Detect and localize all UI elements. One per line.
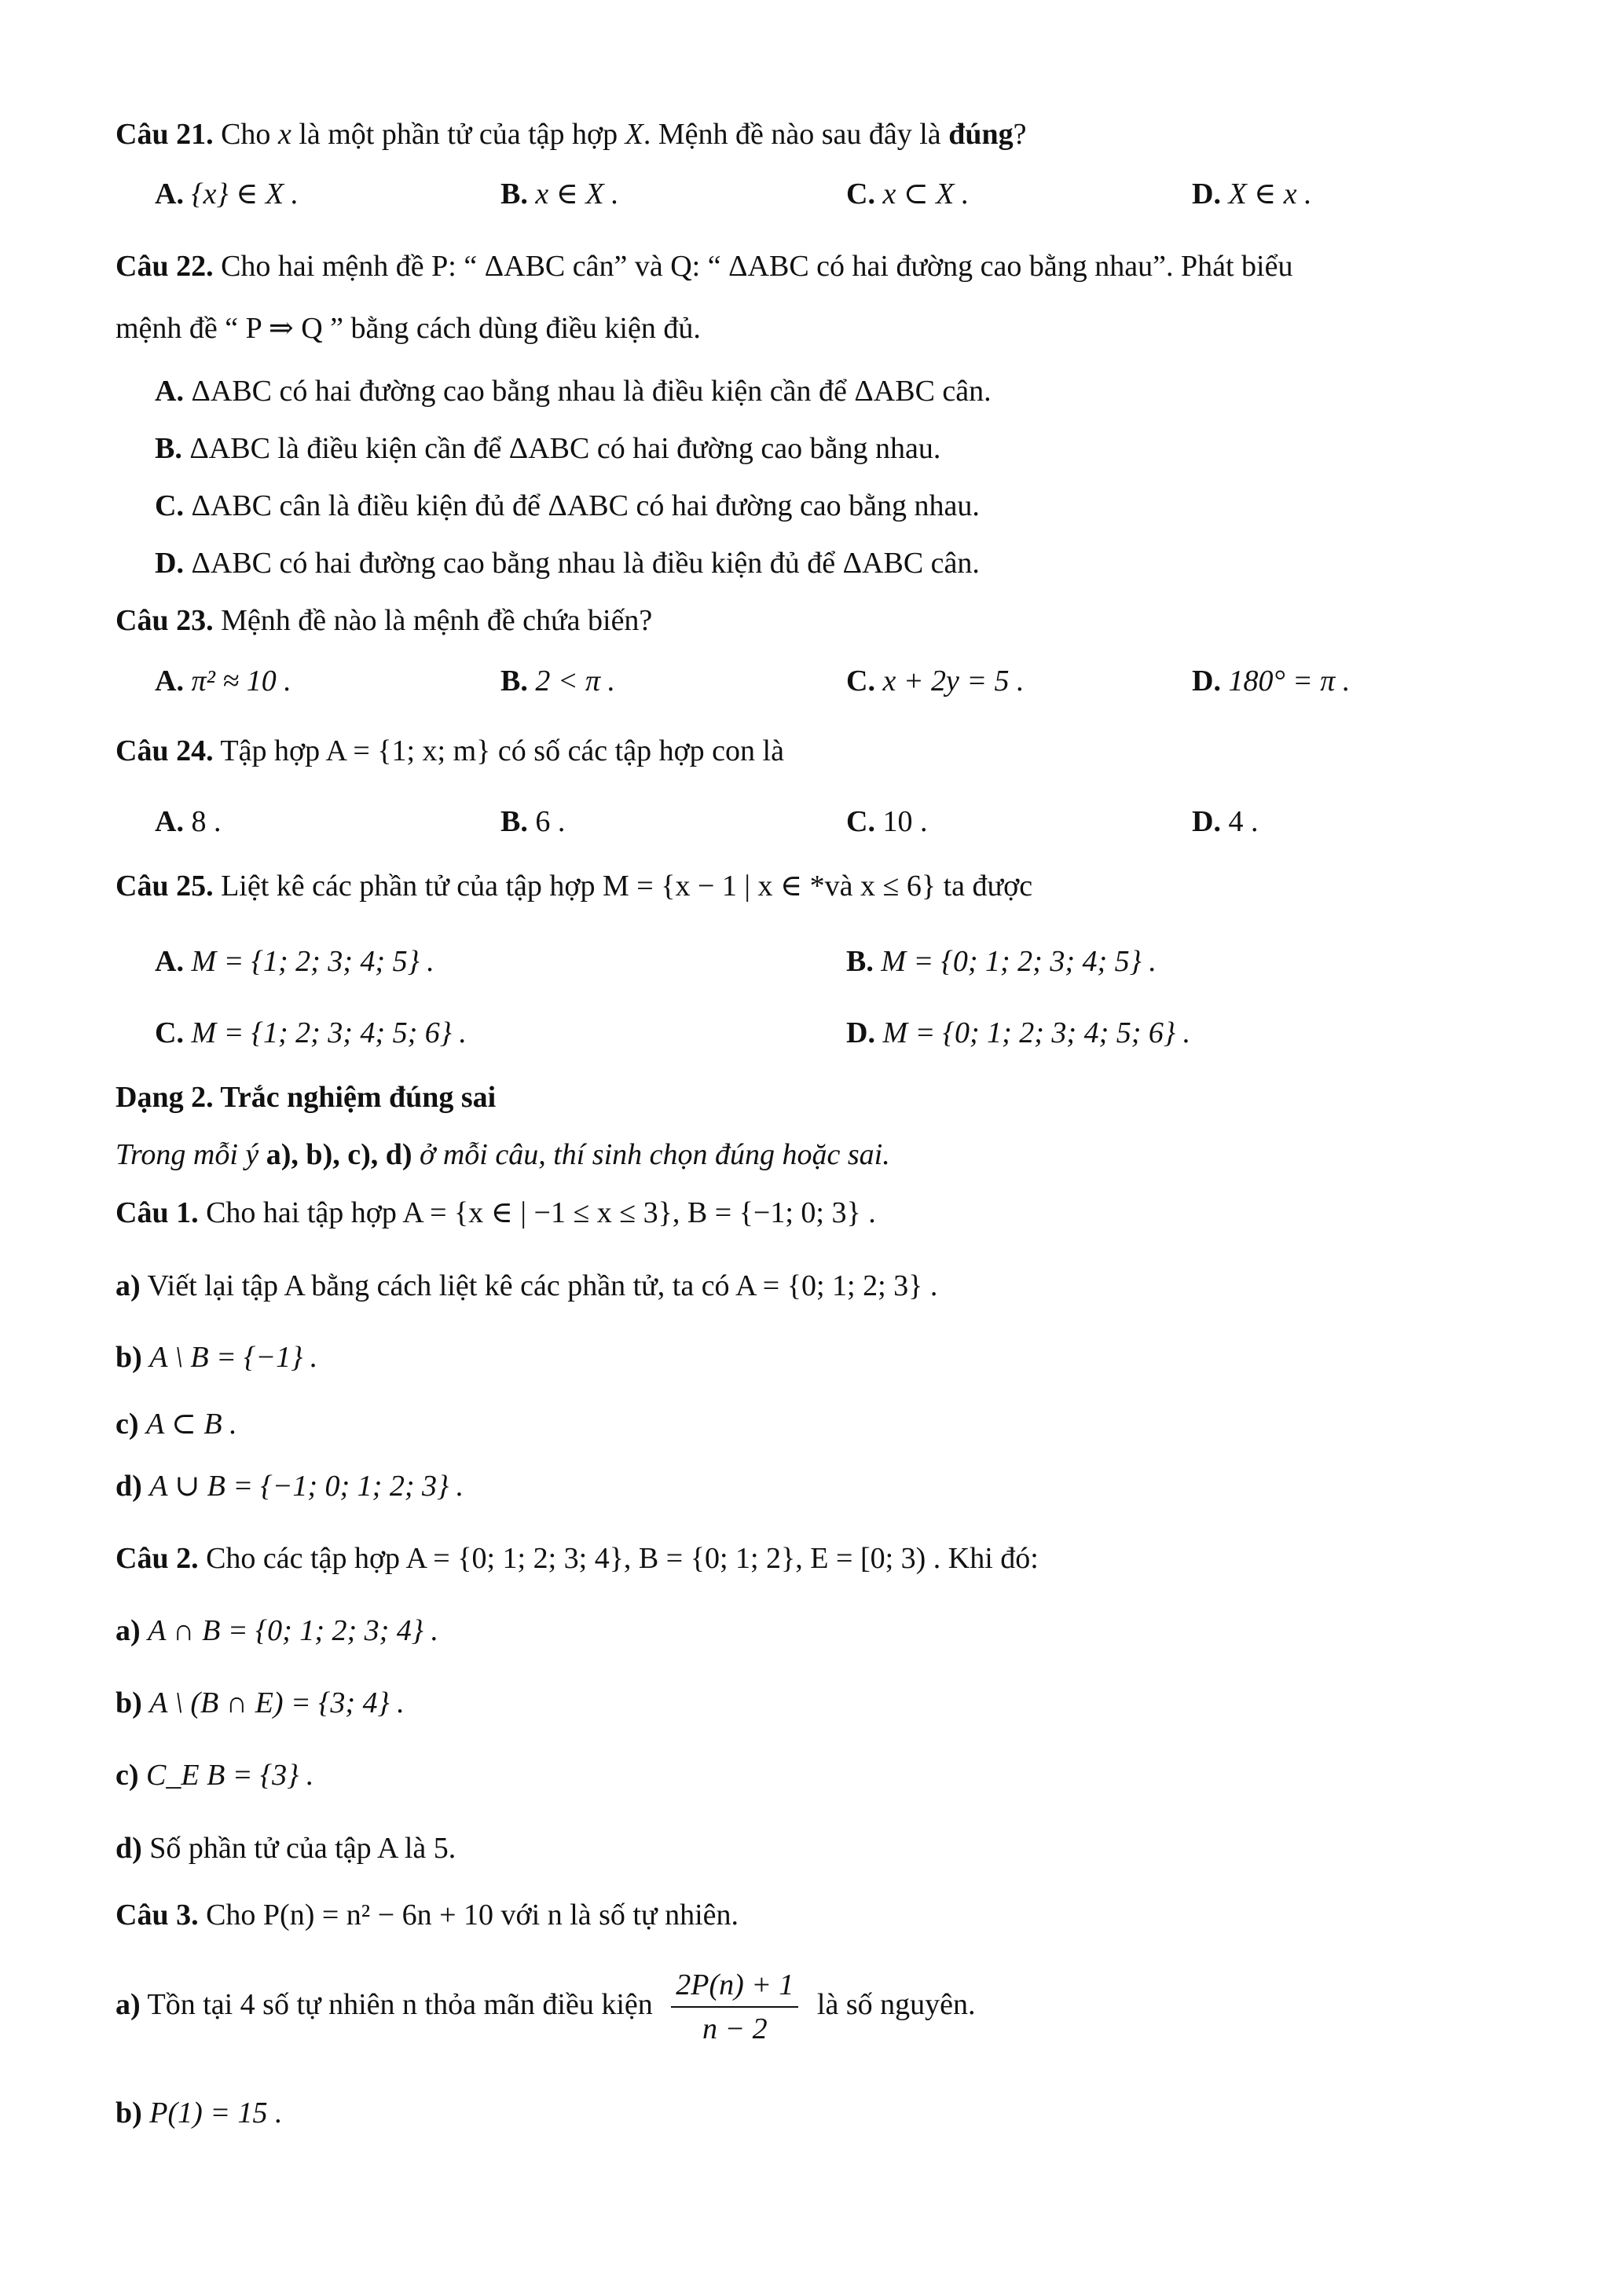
item-key: c) — [115, 1408, 139, 1441]
fraction-numerator: 2P(n) + 1 — [671, 1967, 798, 2008]
option-text: 4 . — [1228, 805, 1259, 838]
option-text: x ∈ X . — [535, 178, 619, 211]
item-key: a) — [115, 1614, 141, 1647]
c2-item-b — [115, 1685, 405, 1721]
option-text: 8 . — [191, 805, 222, 838]
option-key: B. — [500, 805, 528, 838]
c3-stem-text: Cho P(n) = n² − 6n + 10 với n là số tự nhiên. — [206, 1899, 739, 1932]
item-key: b) — [115, 1341, 142, 1374]
q22-stem-line2 — [115, 310, 701, 346]
item-key: d) — [115, 1470, 142, 1503]
q24-option-b — [500, 804, 565, 840]
item-key: d) — [115, 1832, 142, 1865]
q25-option-a — [155, 943, 434, 980]
c2-item-d — [115, 1830, 456, 1866]
option-text: x ⊂ X . — [882, 178, 970, 211]
item-text-end: là số nguyên. — [816, 1988, 976, 2021]
option-key: B. — [846, 945, 874, 978]
q22-line1: Cho hai mệnh đề P: “ ΔABC cân” và Q: “ ΔABC có hai đường cao bằng nhau”. Phát biểu — [221, 250, 1293, 283]
section-title: Dạng 2. Trắc nghiệm đúng sai — [115, 1081, 497, 1114]
q24-option-a — [155, 804, 221, 840]
item-text: Viết lại tập A bằng cách liệt kê các phần tử, ta có A = {0; 1; 2; 3} . — [147, 1269, 938, 1302]
option-key: C. — [846, 805, 875, 838]
option-text: ΔABC cân là điều kiện đủ để ΔABC có hai đường cao bằng nhau. — [191, 489, 980, 522]
fraction-denominator: n − 2 — [702, 2012, 768, 2046]
c2-item-a — [115, 1613, 438, 1649]
q24-option-c — [846, 804, 927, 840]
option-text: ΔABC có hai đường cao bằng nhau là điều kiện đủ để ΔABC cân. — [191, 547, 980, 580]
option-text: {x} ∈ X . — [191, 178, 299, 211]
option-key: A. — [155, 945, 184, 978]
item-text: A \ B = {−1} . — [149, 1341, 318, 1374]
item-key: c) — [115, 1759, 139, 1792]
c3-stem — [115, 1897, 739, 1933]
item-text: P(1) = 15 . — [149, 2096, 283, 2129]
item-key: b) — [115, 2096, 142, 2129]
q23-option-d — [1192, 663, 1350, 699]
q21-option-b — [500, 176, 619, 212]
option-text: M = {1; 2; 3; 4; 5; 6} . — [191, 1016, 467, 1049]
section-instruction — [115, 1137, 890, 1173]
q22-option-b — [155, 430, 940, 467]
item-key: b) — [115, 1686, 142, 1719]
q22-line2: mệnh đề “ P ⇒ Q ” bằng cách dùng điều kiện đủ. — [115, 312, 701, 345]
q24-label: Câu 24. — [115, 734, 214, 767]
option-key: B. — [155, 432, 182, 465]
c1-stem-text: Cho hai tập hợp A = {x ∈ | −1 ≤ x ≤ 3}, B = {−1; 0; 3} . — [206, 1196, 876, 1229]
q21-option-a — [155, 176, 299, 212]
option-key: D. — [155, 547, 184, 580]
c2-stem-text: Cho các tập hợp A = {0; 1; 2; 3; 4}, B = {0; 1; 2}, E = [0; 3) . Khi đó: — [206, 1542, 1039, 1575]
option-text: 2 < π . — [535, 665, 616, 698]
c1-item-a — [115, 1268, 937, 1304]
option-key: D. — [1192, 178, 1221, 211]
q21-stem-a: Cho — [221, 118, 271, 151]
q23-stem-text: Mệnh đề nào là mệnh đề chứa biến? — [221, 604, 653, 637]
option-text: π² ≈ 10 . — [191, 665, 291, 698]
q21-stem — [115, 116, 1026, 152]
option-key: A. — [155, 178, 184, 211]
option-key: A. — [155, 375, 184, 408]
option-text: 10 . — [882, 805, 928, 838]
item-key: a) — [115, 1988, 141, 2021]
c1-item-b — [115, 1339, 317, 1375]
option-key: D. — [1192, 665, 1221, 698]
item-text: Số phần tử của tập A là 5. — [149, 1832, 456, 1865]
fraction — [671, 1967, 798, 2047]
item-text: Tồn tại 4 số tự nhiên n thỏa mãn điều kiện — [147, 1988, 653, 2021]
item-key: a) — [115, 1269, 141, 1302]
item-text: A ⊂ B . — [146, 1408, 237, 1441]
q21-stem-end: ? — [1013, 118, 1027, 151]
q23-stem — [115, 602, 652, 639]
q24-stem-text: Tập hợp A = {1; x; m} có số các tập hợp con là — [220, 734, 784, 767]
q24-stem — [115, 733, 784, 769]
option-key: A. — [155, 665, 184, 698]
q25-option-d — [846, 1015, 1190, 1051]
q23-option-b — [500, 663, 615, 699]
option-key: C. — [846, 665, 875, 698]
c1-stem — [115, 1195, 876, 1231]
q21-stem-bold: đúng — [948, 118, 1014, 151]
q23-option-a — [155, 663, 291, 699]
option-key: C. — [846, 178, 875, 211]
option-text: M = {0; 1; 2; 3; 4; 5} . — [881, 945, 1157, 978]
option-text: X ∈ x . — [1228, 178, 1312, 211]
q21-var-x: x — [277, 118, 291, 151]
option-key: D. — [846, 1016, 875, 1049]
q21-var-X: X — [625, 118, 643, 151]
c1-item-c — [115, 1406, 237, 1442]
option-key: B. — [500, 665, 528, 698]
c1-label: Câu 1. — [115, 1196, 199, 1229]
q22-option-d — [155, 545, 980, 581]
q22-label: Câu 22. — [115, 250, 214, 283]
option-text: x + 2y = 5 . — [882, 665, 1025, 698]
q21-stem-c: . Mệnh đề nào sau đây là — [643, 118, 941, 151]
q22-stem-line1 — [115, 248, 1292, 284]
item-text: A ∪ B = {−1; 0; 1; 2; 3} . — [149, 1470, 464, 1503]
c3-label: Câu 3. — [115, 1899, 199, 1932]
q24-option-d — [1192, 804, 1258, 840]
option-text: M = {1; 2; 3; 4; 5} . — [191, 945, 434, 978]
q21-label: Câu 21. — [115, 118, 214, 151]
c2-stem — [115, 1540, 1039, 1576]
option-text: ΔABC có hai đường cao bằng nhau là điều kiện cần để ΔABC cân. — [191, 375, 992, 408]
q25-stem-text: Liệt kê các phần tử của tập hợp M = {x − 1 | x ∈ *và x ≤ 6} ta được — [221, 870, 1033, 903]
q22-option-a — [155, 373, 992, 409]
q25-stem — [115, 868, 1032, 904]
option-key: C. — [155, 1016, 184, 1049]
option-text: M = {0; 1; 2; 3; 4; 5; 6} . — [882, 1016, 1191, 1049]
q23-option-c — [846, 663, 1024, 699]
option-key: A. — [155, 805, 184, 838]
q21-option-c — [846, 176, 969, 212]
instr-b: ở mỗi câu, thí sinh chọn đúng hoặc sai. — [420, 1138, 890, 1171]
q25-label: Câu 25. — [115, 870, 214, 903]
item-text: A \ (B ∩ E) = {3; 4} . — [149, 1686, 405, 1719]
q25-option-c — [155, 1015, 467, 1051]
option-text: ΔABC là điều kiện cần để ΔABC có hai đường cao bằng nhau. — [189, 432, 941, 465]
item-text: A ∩ B = {0; 1; 2; 3; 4} . — [148, 1614, 438, 1647]
option-key: B. — [500, 178, 528, 211]
c2-item-c — [115, 1757, 313, 1793]
item-text: C_E B = {3} . — [146, 1759, 314, 1792]
q25-option-b — [846, 943, 1157, 980]
instr-a: Trong mỗi ý — [115, 1138, 259, 1171]
instr-keys: a), b), c), d) — [266, 1138, 412, 1171]
q22-option-c — [155, 488, 980, 524]
option-key: C. — [155, 489, 184, 522]
option-text: 6 . — [535, 805, 566, 838]
c1-item-d — [115, 1468, 464, 1504]
q23-label: Câu 23. — [115, 604, 214, 637]
c3-item-b — [115, 2095, 282, 2131]
option-text: 180° = π . — [1228, 665, 1351, 698]
q21-option-d — [1192, 176, 1312, 212]
q21-stem-b: là một phần tử của tập hợp — [299, 118, 618, 151]
option-key: D. — [1192, 805, 1221, 838]
c3-item-a — [115, 1962, 976, 2047]
c2-label: Câu 2. — [115, 1542, 199, 1575]
